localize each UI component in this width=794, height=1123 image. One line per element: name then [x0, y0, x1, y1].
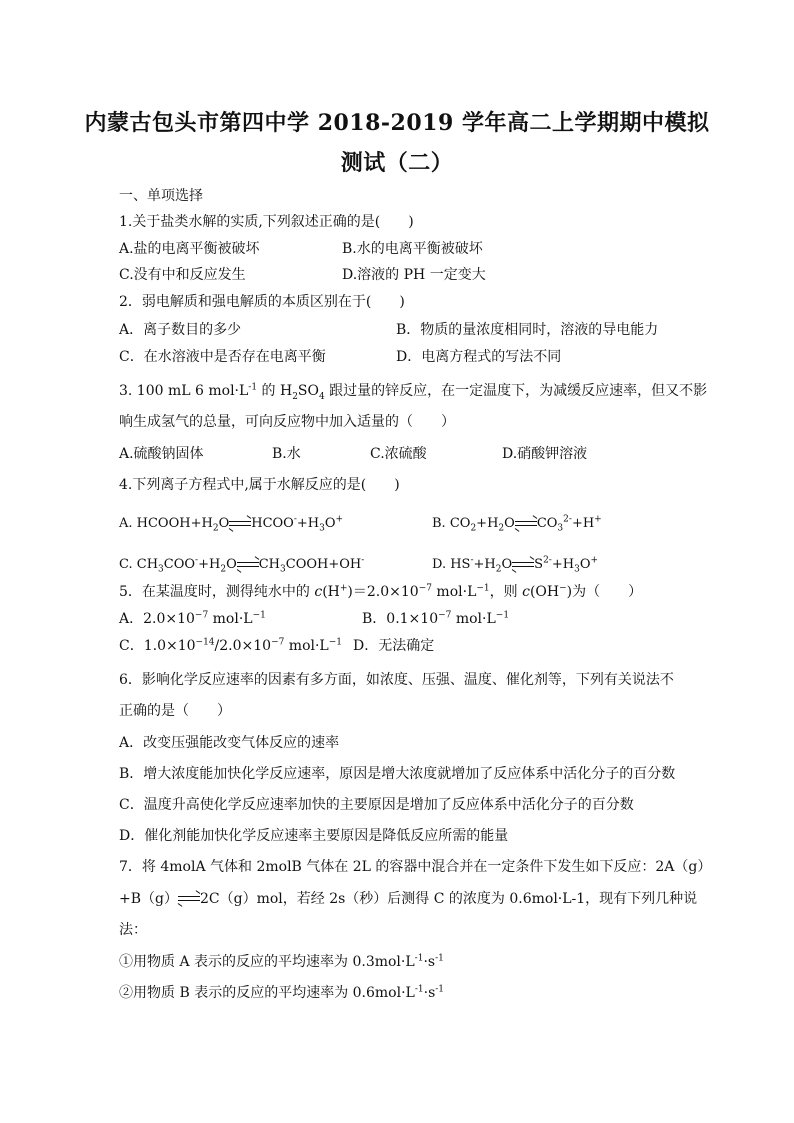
question-3-option-c: C.浓硫酸: [370, 446, 427, 462]
equilibrium-arrow-icon: [512, 561, 534, 569]
q4d-sub2: 3: [574, 564, 580, 575]
q5-sup-m1: −1: [476, 583, 490, 594]
q5-sup-plus: +: [339, 583, 348, 594]
q5c-mid: /2.0×10: [214, 638, 272, 654]
section-heading: 一、单项选择: [119, 188, 203, 204]
q5-text-g: )为（ ）: [566, 584, 643, 600]
question-1-stem: 1.关于盐类水解的实质,下列叙述正确的是( ): [119, 214, 414, 230]
question-3-option-d: D.硝酸钾溶液: [502, 446, 588, 462]
q4a-sup: -: [293, 514, 297, 525]
q5-text-a: 5．在某温度时，测得纯水中的: [119, 584, 315, 600]
question-2-stem: 2．弱电解质和强电解质的本质区别在于( ): [119, 294, 405, 310]
q4c-sub: 3: [158, 564, 164, 575]
q7-s1-sup2: -1: [435, 953, 444, 964]
question-6-option-b: B．增大浓度能加快化学反应速率，原因是增大浓度就增加了反应体系中活化分子的百分数: [119, 766, 676, 782]
q4d-right3: O: [579, 557, 591, 572]
question-4-option-d: [432, 556, 598, 574]
question-7-statement-2: [119, 984, 444, 1002]
question-2-option-c: C．在水溶液中是否存在电离平衡: [119, 349, 326, 365]
q7-s1-text2: ·s: [423, 954, 436, 970]
q3-sup-1: -1: [248, 382, 258, 393]
q5a-pre: A．2.0×10: [119, 611, 195, 627]
q4a-o: O: [218, 516, 230, 531]
q7-s2-text: ②用物质 B 表示的反应的平均速率为 0.6mol·L: [119, 985, 415, 1001]
q4b-right2: +H: [571, 516, 595, 531]
equilibrium-arrow-icon: [237, 561, 259, 569]
q4c-left2: COO: [163, 557, 196, 572]
question-1-option-d: D.溶液的 PH 一定变大: [342, 267, 486, 283]
question-1-option-a: A.盐的电离平衡被破坏: [119, 241, 260, 257]
question-6-option-c: C．温度升高使化学反应速率加快的主要原因是增加了反应体系中活化分子的百分数: [119, 797, 634, 813]
question-4-stem: 4.下列离子方程式中,属于水解反应的是( ): [119, 477, 400, 493]
q7-s1-text: ①用物质 A 表示的反应的平均速率为 0.3mol·L: [119, 954, 415, 970]
q3-sub-2: 2: [292, 391, 298, 402]
q4c-sub3: 3: [280, 564, 286, 575]
q7-line2-right: 2C（g）mol，若经 2s（秒）后测得 C 的浓度为 0.6mol·L-1，现有下列几种说: [199, 891, 698, 907]
question-5-option-b: [362, 610, 509, 628]
q5-italic-c: c: [314, 584, 323, 600]
question-6-stem: 6．影响化学反应速率的因素有多方面，如浓度、压强、温度、催化剂等，下列有关说法不: [119, 672, 674, 688]
question-2-option-a: A．离子数目的多少: [119, 322, 242, 338]
q4b-sub2: 2: [498, 523, 505, 534]
question-3-option-a: A.硫酸钠固体: [119, 446, 204, 462]
q4b-right: CO: [536, 516, 558, 531]
q5c-sup2: −7: [271, 637, 285, 648]
q4a-right: HCOO: [251, 516, 294, 531]
question-5-option-a: [119, 610, 266, 628]
q4d-left3: O: [501, 557, 513, 572]
question-7-stem-line2: [119, 890, 697, 908]
q7-s2-sup2: -1: [435, 984, 445, 995]
q5-text-d: mol·L: [431, 584, 477, 600]
question-2-option-b: B．物质的量浓度相同时，溶液的导电能力: [396, 322, 659, 338]
page-title: 内蒙古包头市第四中学 2018-2019 学年高二上学期期中模拟: [84, 110, 710, 136]
q4c-sup: -: [195, 555, 199, 566]
q3-text-2: 的 H: [257, 383, 293, 399]
question-3-stem-line2: 响生成氢气的总量，可向反应物中加入适量的（ ）: [119, 414, 455, 430]
q4a-right2: +H: [296, 516, 320, 531]
q7-s1-sup1: -1: [414, 953, 424, 964]
q3-sub-4: 4: [319, 391, 325, 402]
q4a-sub: 2: [212, 523, 219, 534]
q4d-sup: -: [470, 555, 474, 566]
page-title-line2: 测试（二）: [340, 150, 454, 176]
q4a-left: A. HCOOH+H: [119, 516, 213, 531]
q4b-sub: 2: [470, 523, 477, 534]
q5b-sup: −7: [438, 610, 452, 621]
equilibrium-arrow-icon: [229, 520, 251, 528]
q4d-sub: 2: [495, 564, 502, 575]
q4d-sup2: 2-: [543, 555, 552, 566]
q5-sup-m7: −7: [418, 583, 432, 594]
q4d-right: S: [534, 557, 544, 572]
question-3-stem: [119, 382, 707, 400]
q4c-left3: +H: [198, 557, 221, 572]
q3-text-3: SO: [297, 383, 319, 399]
q5b-mid: mol·L: [451, 611, 496, 627]
q5c-sup: −14: [195, 637, 215, 648]
question-7-stem: 7．将 4molA 气体和 2molB 气体在 2L 的容器中混合并在一定条件下发生如下反应：2A（g）: [119, 859, 712, 875]
q7-s2-sup1: -1: [414, 984, 424, 995]
q5c-sup3: −1: [328, 637, 343, 648]
equilibrium-arrow-icon: [515, 520, 537, 528]
q4d-left2: +H: [473, 557, 496, 572]
equilibrium-arrow-icon: [178, 895, 200, 903]
question-6-option-a: A．改变压强能改变气体反应的速率: [119, 735, 340, 751]
question-7-statement-1: [119, 953, 444, 971]
q5-italic-c2: c: [522, 584, 530, 600]
question-1-option-c: C.没有中和反应发生: [119, 267, 246, 283]
question-6-stem-line2: 正确的是（ ）: [119, 703, 231, 719]
q5a-mid: mol·L: [208, 611, 253, 627]
q5a-sup2: −1: [252, 610, 266, 621]
q4c-right2: COOH+OH: [285, 557, 362, 572]
q4c-right: CH: [258, 557, 281, 572]
q4d-right2: +H: [551, 557, 575, 572]
q5b-pre: B．0.1×10: [362, 611, 439, 627]
q4d-left: D. HS: [432, 557, 471, 572]
question-5-stem: [119, 583, 642, 601]
q4d-sup3: +: [590, 555, 599, 566]
q7-line2-left: +B（g）: [119, 891, 178, 907]
question-4-option-b: [432, 515, 602, 533]
q7-s2-text2: ·s: [423, 985, 436, 1001]
q5a-sup: −7: [194, 610, 209, 621]
q4c-left: C. CH: [119, 557, 159, 572]
q4c-sub2: 2: [220, 564, 227, 575]
q5b-sup2: −1: [495, 610, 510, 621]
q5c-mid2: mol·L: [284, 638, 329, 654]
question-1-option-b: B.水的电离平衡被破坏: [342, 241, 483, 257]
question-5-option-d: D．无法确定: [353, 638, 435, 654]
q5c-pre: C．1.0×10: [119, 638, 196, 654]
q4c-sup2: -: [361, 555, 365, 566]
question-3-option-b: B.水: [272, 446, 301, 462]
q4c-left4: O: [226, 557, 237, 572]
q3-text-4: 跟过量的锌反应，在一定温度下，为减缓反应速率，但又不影: [324, 383, 708, 399]
q4b-sup2: +: [594, 514, 602, 525]
q5-sup-minus: −: [559, 583, 567, 594]
q5-text-f: (OH: [529, 584, 560, 600]
q4a-sup2: +: [335, 514, 344, 525]
q5-text-e: ，则: [489, 584, 523, 600]
q4a-right3: O: [324, 516, 336, 531]
question-4-option-a: [119, 515, 343, 533]
question-5-option-c: [119, 637, 342, 655]
q4b-left: B. CO: [432, 516, 471, 531]
question-4-option-c: [119, 556, 364, 574]
q4b-sup: 2-: [563, 514, 572, 525]
q3-text-1: 3. 100 mL 6 mol·L: [119, 383, 249, 399]
q4b-left3: O: [504, 516, 515, 531]
q5-text-b: (H: [322, 584, 340, 600]
q5-text-c: )＝2.0×10: [347, 584, 419, 600]
question-2-option-d: D．电离方程式的写法不同: [396, 349, 562, 365]
question-7-stem-line3: 法：: [119, 922, 147, 938]
q4b-sub3: 3: [557, 523, 564, 534]
q4a-sub2: 3: [319, 523, 325, 534]
question-6-option-d: D．催化剂能加快化学反应速率主要原因是降低反应所需的能量: [119, 828, 509, 844]
q4b-left2: +H: [476, 516, 499, 531]
